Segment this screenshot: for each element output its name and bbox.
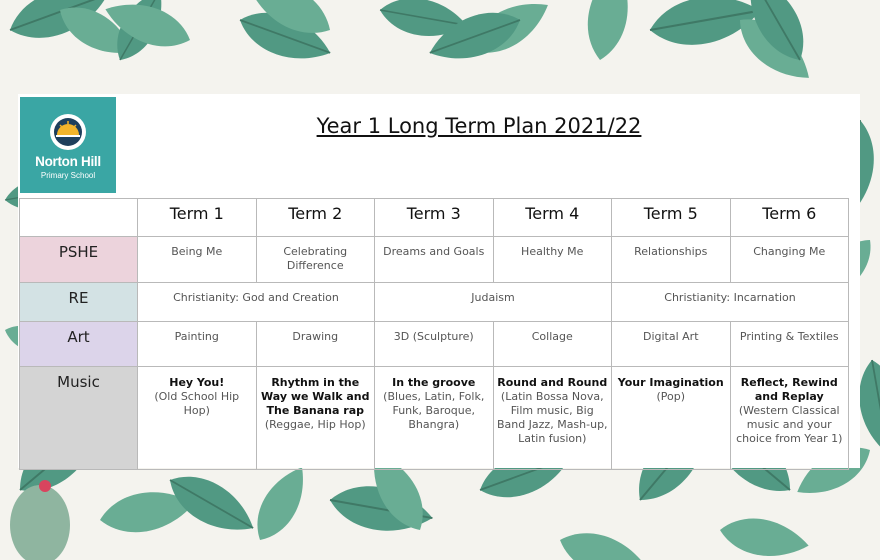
term-header: Term 2 [256, 199, 375, 237]
art-cell: Collage [493, 322, 612, 367]
music-cell [256, 367, 375, 470]
art-cell: Drawing [256, 322, 375, 367]
pshe-cell: Changing Me [730, 237, 849, 283]
term-header: Term 3 [375, 199, 494, 237]
music-unit-detail: (Pop) [656, 390, 686, 403]
subject-label-art: Art [20, 322, 138, 367]
term-header: Term 5 [612, 199, 731, 237]
pshe-cell: Celebrating Difference [256, 237, 375, 283]
music-cell [730, 367, 849, 470]
table-header-row [20, 199, 849, 237]
re-cell: Christianity: God and Creation [138, 283, 375, 322]
music-cell [493, 367, 612, 470]
music-unit-detail: (Western Classical music and your choice from Year 1) [736, 404, 843, 445]
art-cell: 3D (Sculpture) [375, 322, 494, 367]
term-header: Term 6 [730, 199, 849, 237]
table-row-music [20, 367, 849, 470]
header-corner-cell [20, 199, 138, 237]
subject-label-re: RE [20, 283, 138, 322]
music-unit-title: Reflect, Rewind and Replay [740, 376, 838, 403]
music-cell [612, 367, 731, 470]
pshe-cell: Dreams and Goals [375, 237, 494, 283]
music-unit-detail: (Old School Hip Hop) [154, 390, 240, 417]
school-subtitle: Primary School [40, 171, 96, 180]
music-unit-title: Round and Round [497, 376, 608, 389]
pshe-cell: Being Me [138, 237, 257, 283]
long-term-plan-table [19, 198, 849, 470]
re-cell: Christianity: Incarnation [612, 283, 849, 322]
term-header: Term 4 [493, 199, 612, 237]
term-header: Term 1 [138, 199, 257, 237]
pshe-cell: Healthy Me [493, 237, 612, 283]
music-cell [375, 367, 494, 470]
table-row-re [20, 283, 849, 322]
art-cell: Digital Art [612, 322, 731, 367]
sun-logo-icon [49, 113, 87, 151]
school-logo [20, 97, 116, 193]
music-unit-title: In the groove [392, 376, 476, 389]
music-unit-title: Your Imagination [617, 376, 724, 389]
table-row-pshe [20, 237, 849, 283]
music-unit-detail: (Latin Bossa Nova, Film music, Big Band Jazz, Mash-up, Latin fusion) [496, 390, 608, 445]
school-name: Norton Hill [35, 154, 101, 169]
subject-label-music: Music [20, 367, 138, 470]
pshe-cell: Relationships [612, 237, 731, 283]
music-cell [138, 367, 257, 470]
music-unit-title: Hey You! [169, 376, 225, 389]
table-row-art [20, 322, 849, 367]
music-unit-detail: (Reggae, Hip Hop) [264, 418, 366, 431]
music-unit-title: Rhythm in the Way we Walk and The Banana rap [261, 376, 370, 417]
re-cell: Judaism [375, 283, 612, 322]
subject-label-pshe: PSHE [20, 237, 138, 283]
page-title: Year 1 Long Term Plan 2021/22 [316, 114, 642, 138]
art-cell: Printing & Textiles [730, 322, 849, 367]
plan-card [18, 94, 860, 468]
music-unit-detail: (Blues, Latin, Folk, Funk, Baroque, Bhangra) [383, 390, 485, 431]
art-cell: Painting [138, 322, 257, 367]
